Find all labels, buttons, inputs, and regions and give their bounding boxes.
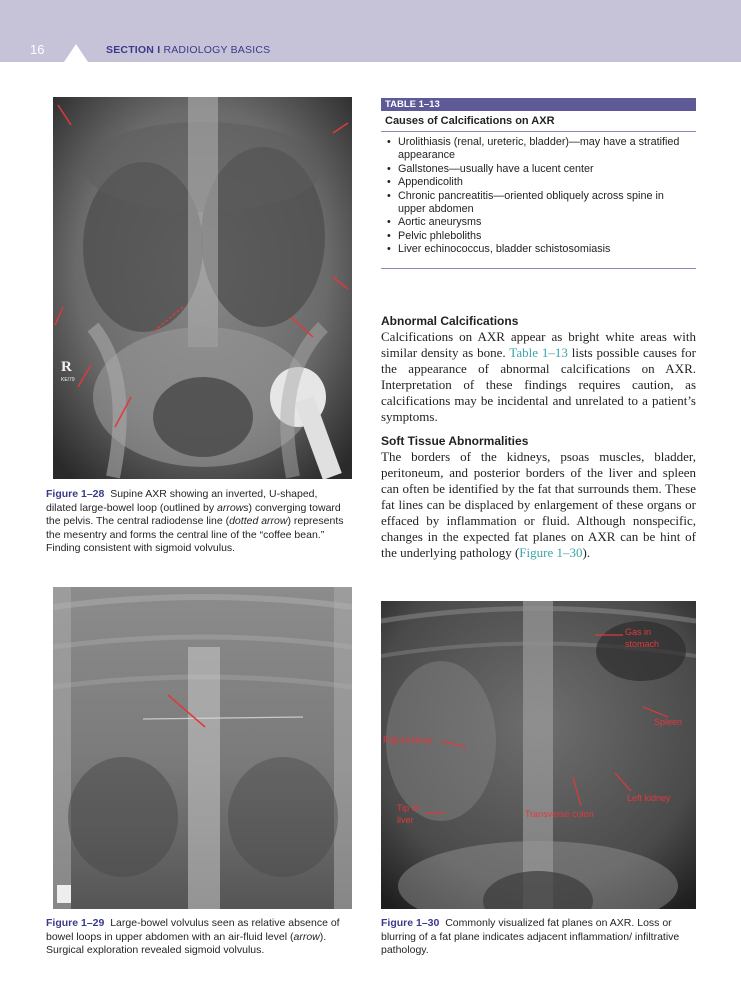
table-title: Causes of Calcifications on AXR: [385, 115, 555, 127]
header-tab-marker: [64, 44, 88, 62]
list-item: • Aortic aneurysms: [386, 216, 694, 229]
caption-text: ) converging toward the pelvis. The central radiodense line (: [46, 501, 341, 527]
caption-text: Commonly visualized fat planes on AXR. Loss or blurring of a fat plane indicates adjacent inflammation/ infiltrative pathology.: [381, 917, 680, 956]
caption-italic: arrow: [293, 930, 320, 943]
paragraph-text: The borders of the kidneys, psoas muscles, bladder, peritoneum, and posterior borders of the liver and spleen can often be identified by the fat that surrounds them. These fat lines can be displaced by enlargement of these organs or effaced by inflammation or fluid. Although nonspecific, changes in the expected fat planes on AXR can be hint of the underlying pathology (: [381, 449, 696, 560]
label-gas-in-stomach-2: stomach: [625, 639, 660, 649]
table-reference-link[interactable]: Table 1–13: [509, 345, 568, 360]
abnormal-calcifications-paragraph: [381, 329, 696, 425]
section-title: RADIOLOGY BASICS: [163, 44, 271, 56]
section-label: SECTION I: [106, 44, 161, 56]
label-tip-of-liver-1: Tip of: [397, 803, 420, 813]
label-right-kidney: Right kidney: [383, 735, 433, 745]
label-tip-of-liver-2: liver: [397, 815, 414, 825]
label-gas-in-stomach-1: Gas in: [625, 627, 652, 637]
list-item: • Chronic pancreatitis—oriented obliquely across spine in upper abdomen: [386, 190, 694, 217]
xray-small-marker: KE/79: [61, 377, 75, 383]
figure-1-29-xray: [53, 587, 352, 909]
xray-r-marker: R: [61, 359, 72, 375]
paragraph-text: Calcifications on AXR appear as bright white areas with similar density as bone.: [381, 329, 696, 360]
section-heading: [106, 44, 270, 56]
page-number: 16: [30, 42, 45, 57]
list-item: • Liver echinococcus, bladder schistosomiasis: [386, 243, 694, 256]
paragraph-text: lists possible causes for the appearance of abnormal calcifications on AXR. Interpretation of these findings requires caution, as calcifications may be incidental and unrelated to a patient’s symptoms.: [381, 345, 696, 424]
caption-text: Supine AXR showing an inverted, U-shaped, dilated large-bowel loop (outlined by: [46, 488, 318, 514]
figure-1-29-caption: [46, 917, 356, 958]
list-item: • Appendicolith: [386, 176, 694, 189]
paragraph-text: ).: [582, 545, 591, 560]
table-bottom-divider: [381, 268, 696, 269]
soft-tissue-heading: Soft Tissue Abnormalities: [381, 434, 529, 448]
label-spleen: Spleen: [654, 717, 683, 727]
list-item: • Pelvic phleboliths: [386, 230, 694, 243]
abnormal-calcifications-heading: Abnormal Calcifications: [381, 314, 519, 328]
caption-text: Large-bowel volvulus seen as relative absence of bowel loops in upper abdomen with an air-fluid level (: [46, 917, 340, 943]
label-left-kidney: Left kidney: [627, 793, 671, 803]
caption-label: Figure 1–28: [46, 488, 105, 500]
table-items: [386, 136, 694, 257]
figure-1-30-caption: [381, 917, 691, 958]
figure-reference-link[interactable]: Figure 1–30: [519, 545, 583, 560]
caption-label: Figure 1–29: [46, 917, 105, 929]
figure-1-28-xray: [53, 97, 352, 479]
figure-1-30-xray: [381, 601, 696, 909]
caption-italic: dotted arrow: [229, 515, 288, 527]
caption-text: ) represents the mesentry and forms the central line of the “coffee bean.” Finding consistent with sigmoid volvulus.: [46, 515, 344, 554]
soft-tissue-paragraph: [381, 449, 696, 561]
list-item: • Urolithiasis (renal, ureteric, bladder)—may have a stratified appearance: [386, 136, 694, 163]
table-label: TABLE 1–13: [381, 98, 696, 111]
caption-text: ). Surgical exploration revealed sigmoid volvulus.: [46, 930, 327, 956]
page-header: [0, 0, 741, 62]
caption-label: Figure 1–30: [381, 917, 440, 929]
caption-italic: arrows: [217, 501, 249, 514]
list-item: • Gallstones—usually have a lucent center: [386, 163, 694, 176]
table-divider: [381, 131, 696, 132]
figure-1-28-caption: [46, 488, 346, 556]
label-transverse-colon: Transverse colon: [525, 809, 594, 819]
